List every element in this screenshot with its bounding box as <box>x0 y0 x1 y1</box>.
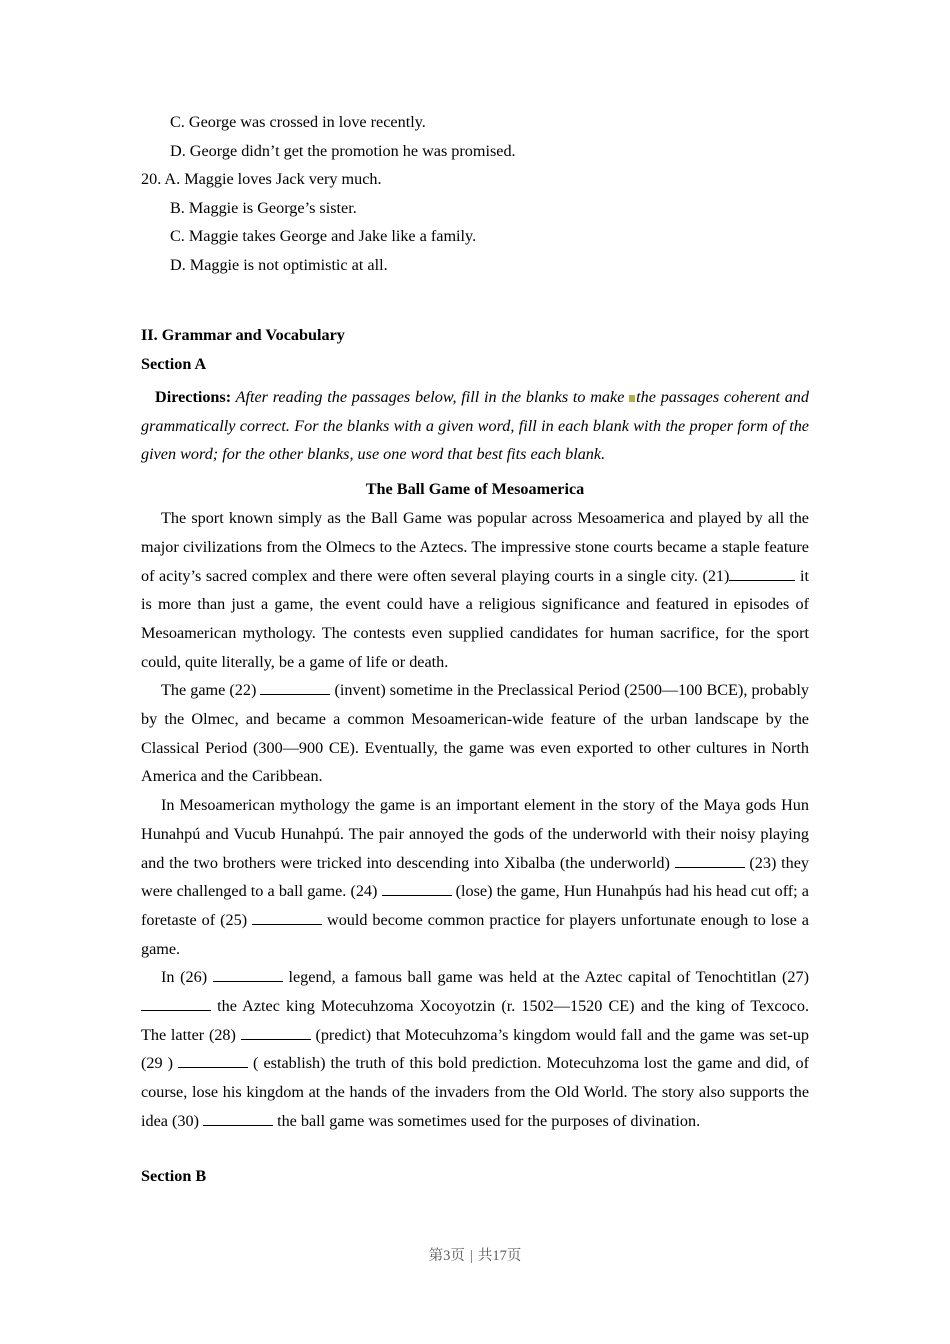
footer-current-page: 第3页 <box>428 1248 465 1264</box>
page-footer <box>0 1244 950 1265</box>
multiple-choice-block <box>141 108 809 279</box>
part-heading: II. Grammar and Vocabulary <box>141 326 345 344</box>
mc-option-letter: C. <box>170 227 185 245</box>
fill-in-blank[interactable] <box>178 1067 248 1068</box>
mc-option-text: George was crossed in love recently. <box>188 113 426 131</box>
fill-in-blank[interactable] <box>675 867 745 868</box>
mc-option-line <box>141 165 809 194</box>
passage-paragraph <box>141 504 809 676</box>
fill-in-blank[interactable] <box>729 580 795 581</box>
mc-option-letter: D. <box>170 141 186 160</box>
passage-paragraph <box>141 963 809 1135</box>
mc-option-letter: A. <box>164 170 181 188</box>
fill-in-blank[interactable] <box>382 895 452 896</box>
mc-question-number: 20. <box>141 170 162 188</box>
spacer <box>141 1136 809 1162</box>
directions-text-part2: the passages coherent and grammatically correct. For the blanks with a given word, fill in each blank with the proper form of the given word; for the other blanks, use one word that best fits each blank. <box>141 388 809 464</box>
mc-option-letter: B. <box>170 198 185 217</box>
mc-option-letter: D. <box>170 255 186 274</box>
directions-text-part1: After reading the passages below, fill in the blanks to make <box>235 388 625 406</box>
page-content <box>141 108 809 1191</box>
passage-text-run: In Mesoamerican mythology the game is an important element in the story of the Maya gods Hun Hunahpú and Vucub Hunahpú. The pair annoyed the gods of the underworld with their noisy playing and the two brothers were tricked into descending into Xibalba (the underworld) <box>141 796 809 872</box>
passage-text-run: would become common practice for players unfortunate enough to lose a game. <box>141 910 809 958</box>
mc-option-text: Maggie takes George and Jake like a family. <box>188 227 477 245</box>
mc-option-line <box>141 108 809 137</box>
passage-paragraph <box>141 791 809 963</box>
mc-option-line <box>141 222 809 251</box>
passage-paragraph <box>141 676 809 791</box>
passage-text-run: legend, a famous ball game was held at the Aztec capital of Tenochtitlan (27) <box>282 968 809 987</box>
passage-text-run: The sport known simply as the Ball Game was popular across Mesoamerica and played by all the major civilizations from the Olmecs to the Aztecs. The impressive stone courts became a staple feature of acity’s sacred complex and there were often several playing courts in a single city. (21) <box>141 509 809 585</box>
highlight-mark-icon <box>629 395 635 402</box>
mc-option-text: George didn’t get the promotion he was promised. <box>189 141 516 160</box>
fill-in-blank[interactable] <box>252 924 322 925</box>
mc-option-line <box>141 194 809 223</box>
mc-option-line <box>141 137 809 166</box>
section-a-directions <box>141 383 809 469</box>
mc-option-letter: C. <box>170 113 185 131</box>
mc-option-text: Maggie is George’s sister. <box>188 198 357 217</box>
passage-text-run: (23) they were challenged to a ball game. (24) <box>141 853 809 901</box>
passage-text-run: (lose) the game, Hun Hunahpús had his head cut off; a foretaste of (25) <box>141 882 809 929</box>
mc-option-text: Maggie loves Jack very much. <box>184 170 382 188</box>
directions-label: Directions: <box>155 388 232 406</box>
passage-title: The Ball Game of Mesoamerica <box>365 480 585 499</box>
mc-option-text: Maggie is not optimistic at all. <box>189 255 388 274</box>
section-b-label: Section B <box>141 1166 207 1185</box>
passage-text-run: (invent) sometime in the Preclassical Period (2500—100 BCE), probably by the Olmec, and became a common Mesoamerican-wide feature of the urban landscape by the Classical Period (300—900 CE). Eventually, the game was even exported to other cultures in North America and the Caribbean. <box>141 681 809 786</box>
passage-body <box>141 504 809 1135</box>
passage-text-run: The game (22) <box>161 681 261 700</box>
passage-text-run: (predict) that Motecuhzoma’s kingdom would fall and the game was set-up (29 ) <box>141 1025 809 1073</box>
footer-separator: | <box>469 1248 473 1264</box>
fill-in-blank[interactable] <box>203 1125 273 1126</box>
passage-text-run: ( establish) the truth of this bold prediction. Motecuhzoma lost the game and did, of course, lose his kingdom at the hands of the invaders from the Old World. The story also supports the idea (30) <box>141 1054 809 1130</box>
footer-total-pages: 共17页 <box>477 1248 522 1264</box>
passage-text-run: the ball game was sometimes used for the purposes of divination. <box>273 1111 701 1130</box>
spacer <box>141 279 809 321</box>
fill-in-blank[interactable] <box>213 981 283 982</box>
fill-in-blank[interactable] <box>141 1010 211 1011</box>
fill-in-blank[interactable] <box>241 1039 311 1040</box>
passage-text-run: the Aztec king Motecuhzoma Xocoyotzin (r. 1502—1520 CE) and the king of Texcoco. The latter (28) <box>141 997 809 1044</box>
fill-in-blank[interactable] <box>260 694 330 695</box>
passage-text-run: it is more than just a game, the event could have a religious significance and featured in episodes of Mesoamerican mythology. The contests even supplied candidates for human sacrifice, for the sport could, quite literally, be a game of life or death. <box>141 566 809 671</box>
mc-option-line <box>141 251 809 280</box>
section-a-label: Section A <box>141 355 207 373</box>
passage-text-run: In (26) <box>161 968 213 987</box>
